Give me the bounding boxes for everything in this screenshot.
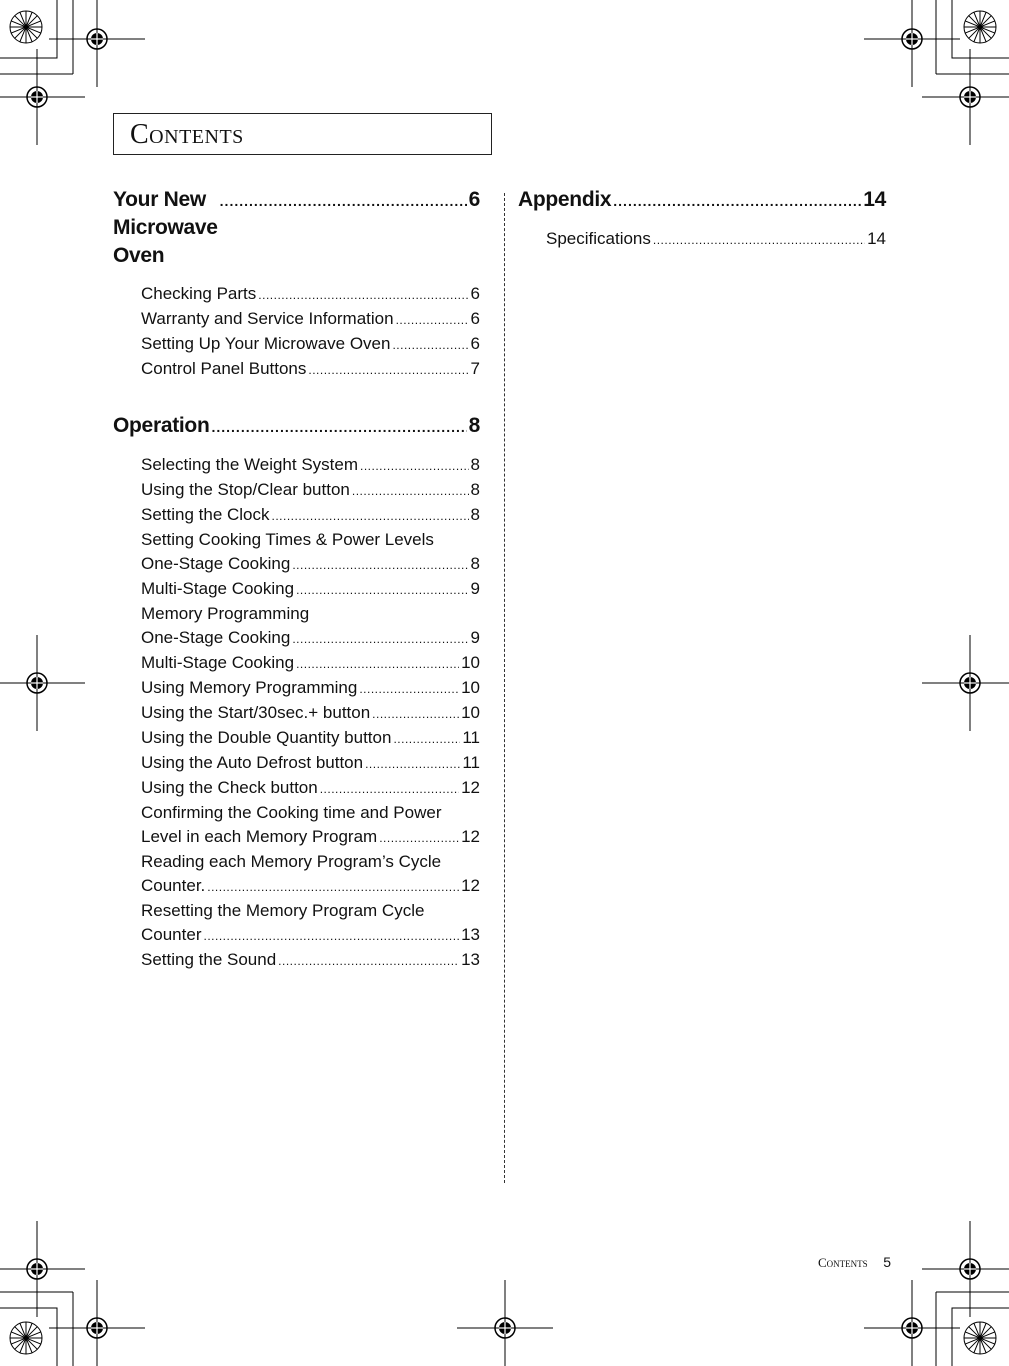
toc-entry-page-number: 8 — [470, 480, 480, 499]
toc-entry-page-number: 6 — [470, 284, 480, 303]
toc-entry-text: Multi-Stage Cooking — [141, 653, 295, 672]
toc-entry-page-number: 14 — [867, 229, 886, 248]
toc-entry-page-number: 9 — [470, 579, 480, 598]
toc-entry[interactable] — [141, 282, 480, 307]
dot-leader — [379, 826, 459, 850]
toc-entry-lead: Reading each Memory Program’s Cycle — [141, 852, 442, 871]
toc-entry-text: Setting the Sound — [141, 950, 277, 969]
toc-entry-page-number: 10 — [461, 703, 480, 722]
toc-entry[interactable] — [141, 453, 480, 478]
footer-label: Contents — [818, 1255, 868, 1270]
section-heading[interactable] — [113, 186, 480, 270]
dot-leader — [359, 677, 459, 701]
toc-entry-text: Selecting the Weight System — [141, 455, 359, 474]
dot-leader — [211, 413, 466, 441]
toc-entry-text: Using the Check button — [141, 778, 318, 797]
section-page-number: 6 — [468, 188, 480, 211]
toc-entry-text: One-Stage Cooking — [141, 628, 291, 647]
toc-entry-page-number: 11 — [462, 728, 480, 747]
toc-entry-page-number: 12 — [461, 876, 480, 895]
toc-entry[interactable] — [141, 503, 480, 528]
toc-entry[interactable] — [141, 751, 480, 776]
toc-entry-lead: Resetting the Memory Program Cycle — [141, 901, 425, 920]
left-column — [113, 186, 480, 1003]
toc-entry-lead: Confirming the Cooking time and Power — [141, 803, 442, 822]
dot-leader — [272, 504, 469, 528]
page-title: Contents — [130, 119, 244, 150]
toc-entry[interactable] — [141, 825, 480, 850]
toc-entry[interactable] — [546, 227, 886, 252]
toc-entry[interactable] — [141, 676, 480, 701]
toc-entry-page-number: 13 — [461, 925, 480, 944]
toc-entry-lead: Memory Programming — [141, 604, 310, 623]
toc-entry-page-number: 6 — [470, 334, 480, 353]
dot-leader — [365, 752, 460, 776]
dot-leader — [372, 702, 459, 726]
toc-entry[interactable] — [141, 626, 480, 651]
dot-leader — [360, 454, 469, 478]
toc-section — [113, 186, 480, 382]
toc-entry-page-number: 10 — [461, 678, 480, 697]
dot-leader — [320, 777, 459, 801]
dot-leader — [393, 727, 460, 751]
section-heading-text: Appendix — [518, 188, 612, 211]
toc-entry[interactable] — [141, 307, 480, 332]
toc-entry[interactable] — [141, 577, 480, 602]
toc-entry[interactable] — [141, 552, 480, 577]
toc-entry[interactable] — [141, 923, 480, 948]
section-heading[interactable] — [518, 186, 886, 215]
toc-entry-page-number: 10 — [461, 653, 480, 672]
toc-entry-text: Using the Start/30sec.+ button — [141, 703, 371, 722]
toc-entry-text: Using the Auto Defrost button — [141, 753, 364, 772]
toc-entry-text: Checking Parts — [141, 284, 257, 303]
dot-leader — [292, 553, 468, 577]
toc-entry-text: Setting the Clock — [141, 505, 270, 524]
section-page-number: 8 — [468, 414, 480, 437]
right-column — [518, 186, 886, 282]
toc-entry-text: Multi-Stage Cooking — [141, 579, 295, 598]
toc-entry-list — [113, 282, 480, 382]
dot-leader — [203, 924, 459, 948]
toc-entry[interactable] — [141, 874, 480, 899]
toc-entry[interactable] — [141, 701, 480, 726]
dot-leader — [392, 333, 468, 357]
toc-entry-text: One-Stage Cooking — [141, 554, 291, 573]
dot-leader — [613, 187, 861, 215]
page-number: 5 — [883, 1254, 892, 1270]
toc-entry[interactable] — [141, 478, 480, 503]
toc-entry-page-number: 8 — [470, 455, 480, 474]
toc-entry-list — [113, 453, 480, 973]
dot-leader — [308, 358, 468, 382]
dot-leader — [653, 228, 865, 252]
dot-leader — [396, 308, 469, 332]
dot-leader — [278, 949, 459, 973]
toc-entry-text: Warranty and Service Information — [141, 309, 394, 328]
toc-section — [113, 412, 480, 973]
section-page-number: 14 — [863, 188, 886, 211]
toc-entry-page-number: 9 — [470, 628, 480, 647]
section-heading-text: Operation — [113, 414, 210, 437]
toc-entry[interactable] — [141, 776, 480, 801]
toc-entry-page-number: 8 — [470, 554, 480, 573]
dot-leader — [220, 187, 467, 215]
dot-leader — [296, 652, 459, 676]
toc-entry-page-number: 6 — [470, 309, 480, 328]
toc-entry-page-number: 12 — [461, 827, 480, 846]
toc-entry-text: Using the Double Quantity button — [141, 728, 392, 747]
toc-entry-page-number: 13 — [461, 950, 480, 969]
toc-entry-page-number: 11 — [462, 753, 480, 772]
toc-entry-page-number: 7 — [470, 359, 480, 378]
section-heading[interactable] — [113, 412, 480, 441]
toc-entry-list — [518, 227, 886, 252]
dot-leader — [352, 479, 469, 503]
toc-entry[interactable] — [141, 726, 480, 751]
toc-entry-text: Specifications — [546, 229, 651, 248]
page-footer — [818, 1254, 891, 1271]
toc-entry[interactable] — [141, 651, 480, 676]
toc-entry-text: Setting Up Your Microwave Oven — [141, 334, 391, 353]
toc-entry-text: Counter — [141, 925, 202, 944]
dot-leader — [207, 875, 459, 899]
dot-leader — [296, 578, 468, 602]
contents-title-box — [113, 113, 492, 155]
toc-entry-page-number: 12 — [461, 778, 480, 797]
toc-entry[interactable] — [141, 948, 480, 973]
dot-leader — [258, 283, 468, 307]
toc-entry-text: Level in each Memory Program — [141, 827, 378, 846]
toc-entry-text: Counter. — [141, 876, 206, 895]
toc-entry-text: Control Panel Buttons — [141, 359, 307, 378]
toc-entry-text: Using the Stop/Clear button — [141, 480, 350, 499]
toc-section — [518, 186, 886, 252]
toc-entry-text: Using Memory Programming — [141, 678, 358, 697]
section-heading-text: Your New Microwave Oven — [113, 188, 218, 267]
toc-entry[interactable] — [141, 332, 480, 357]
toc-entry-page-number: 8 — [470, 505, 480, 524]
toc-entry-lead: Setting Cooking Times & Power Levels — [141, 530, 434, 549]
toc-entry[interactable] — [141, 357, 480, 382]
column-divider — [504, 193, 505, 1183]
dot-leader — [292, 627, 468, 651]
